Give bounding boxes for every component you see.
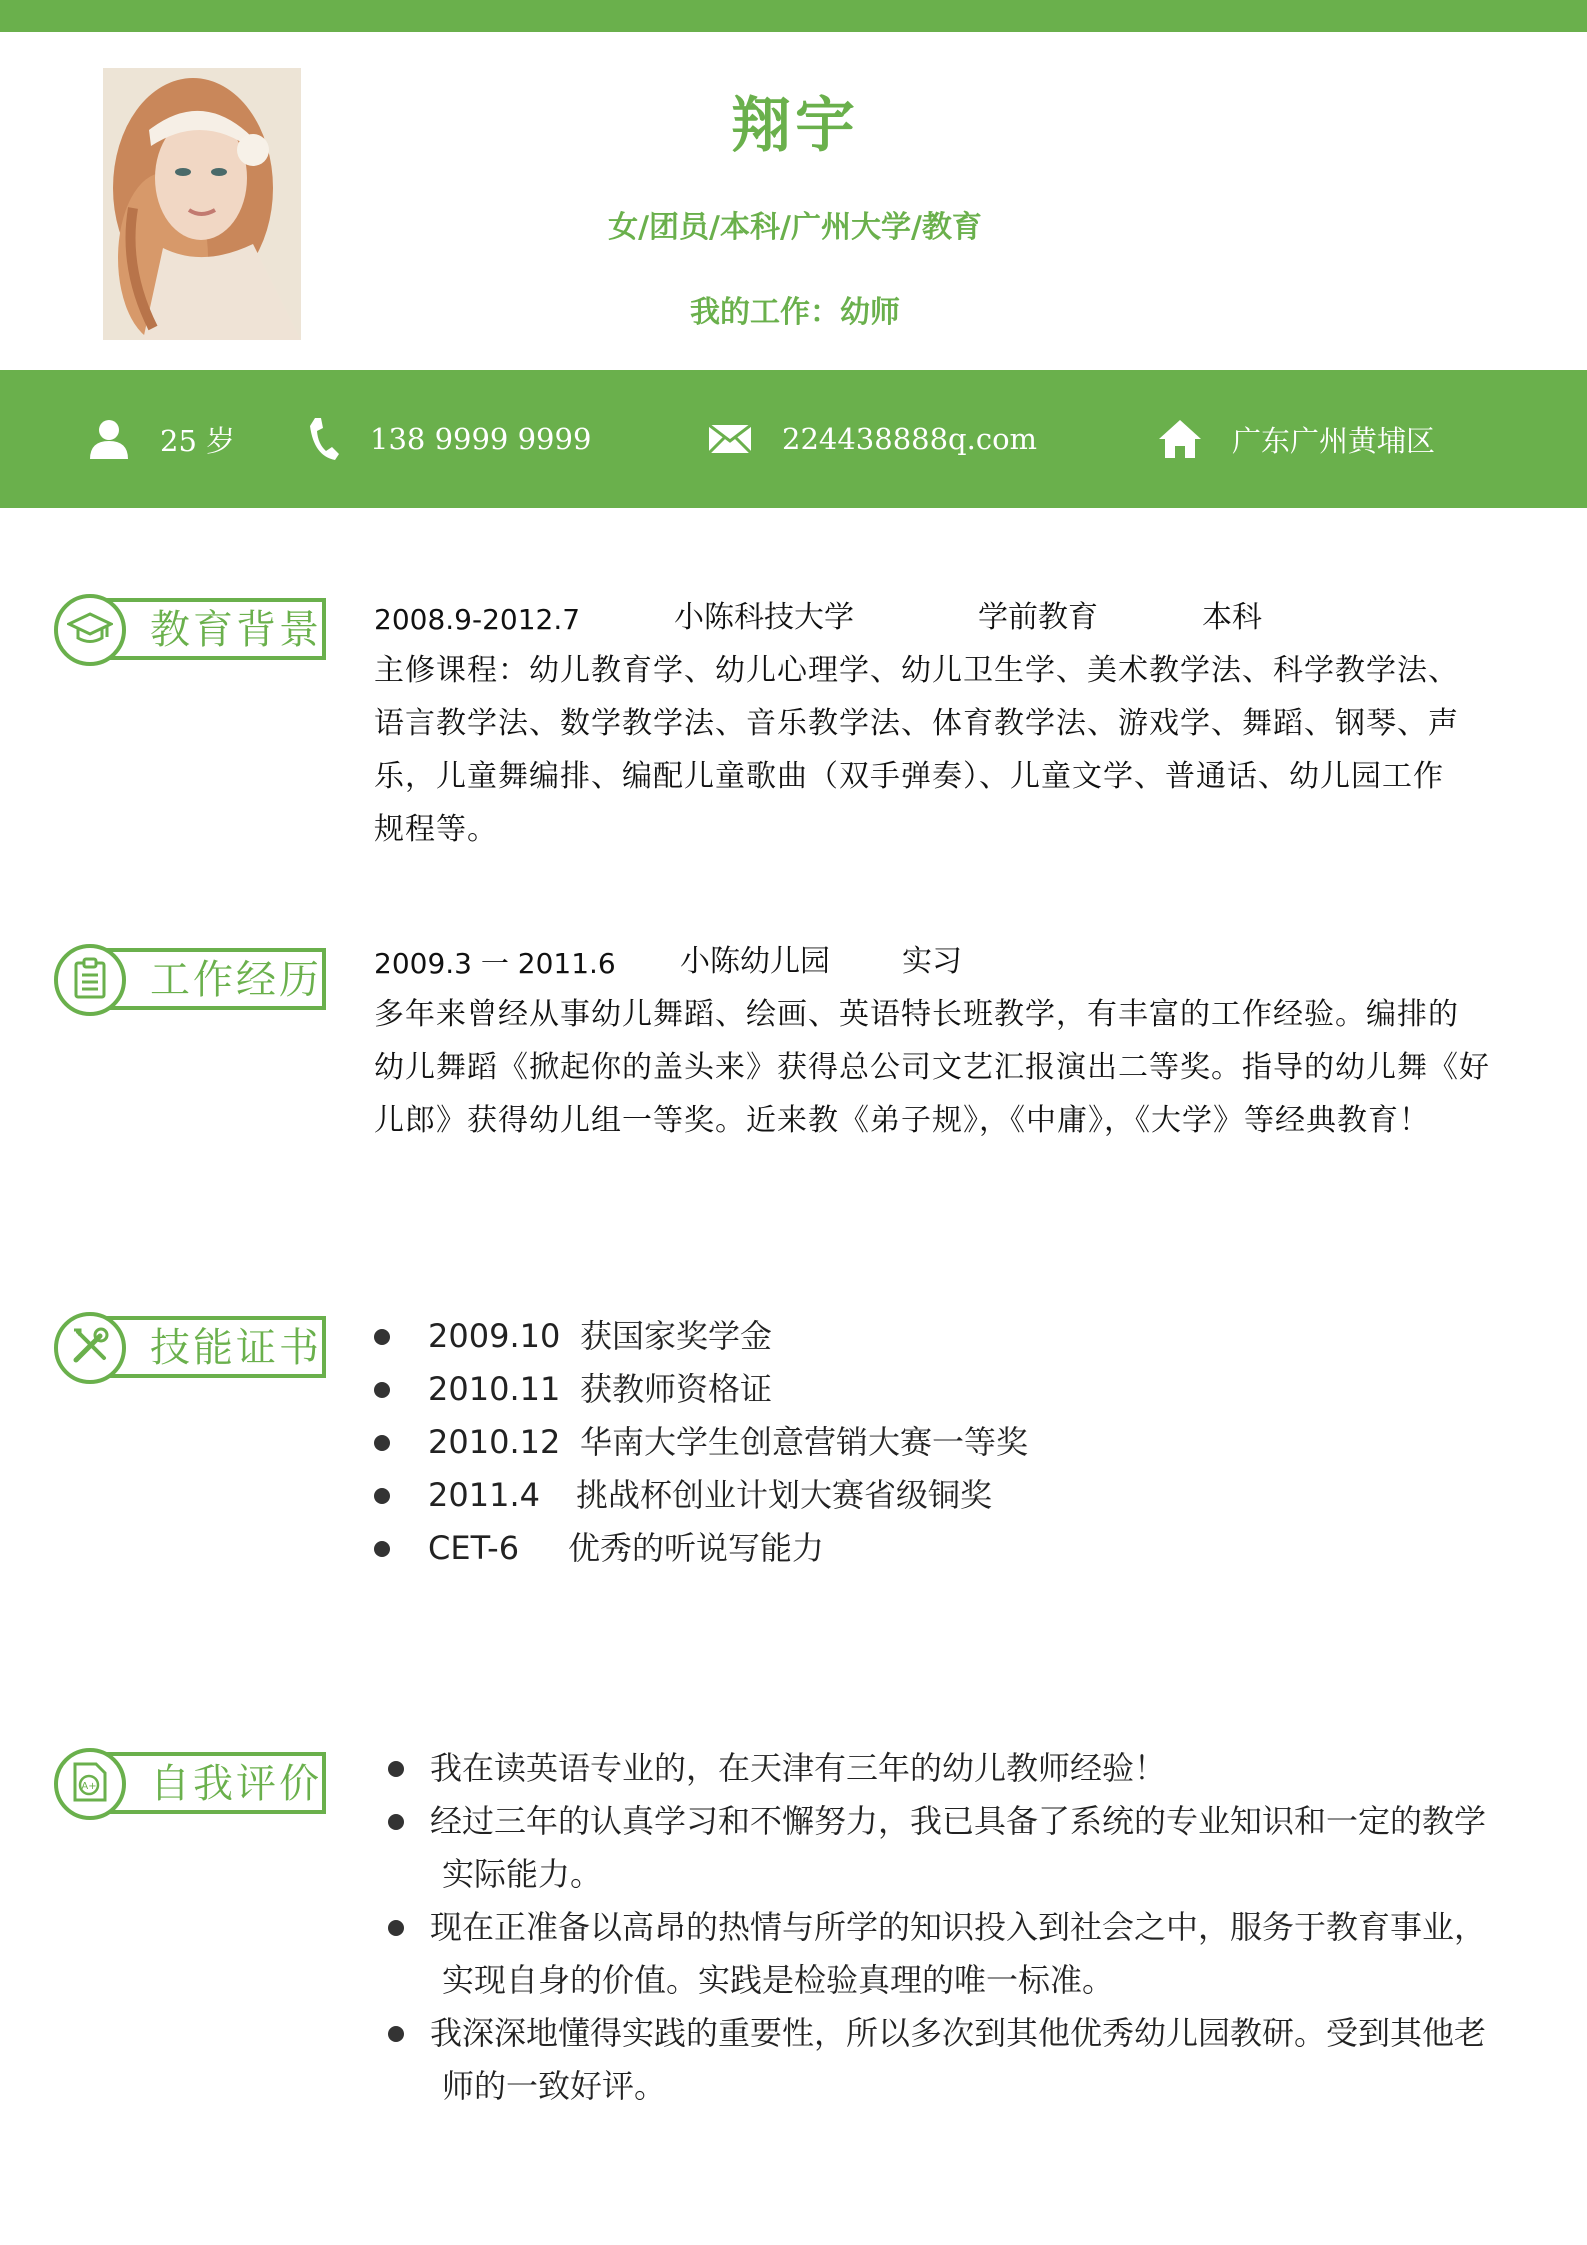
evaluation-text: 我在读英语专业的，在天津有三年的幼儿教师经验！ — [430, 1749, 1167, 1787]
phone-text: 138 9999 9999 — [370, 422, 592, 456]
evaluation-text: 经过三年的认真学习和不懈努力，我已具备了系统的专业知识和一定的教学 — [430, 1802, 1487, 1840]
section-skills-header — [54, 1312, 332, 1384]
bullet-icon — [374, 1541, 390, 1557]
person-icon — [88, 419, 130, 459]
work-role: 实习 — [902, 944, 962, 979]
work-line: 多年来曾经从事幼儿舞蹈、绘画、英语特长班教学，有丰富的工作经验。编排的 — [374, 997, 1459, 1032]
contact-age — [88, 370, 235, 508]
section-title: 技能证书 — [150, 1325, 322, 1371]
job-title: 我的工作：幼师 — [690, 295, 900, 330]
candidate-summary: 女/团员/本科/广州大学/教育 — [608, 210, 982, 245]
list-item — [372, 1469, 993, 1522]
skill-date: 2010.12 — [428, 1423, 561, 1461]
section-title: 自我评价 — [150, 1761, 322, 1807]
skill-text: 挑战杯创业计划大赛省级铜奖 — [576, 1476, 993, 1514]
evaluation-list — [384, 1742, 1514, 2113]
list-item — [384, 1795, 1514, 1901]
bullet-icon — [374, 1435, 390, 1451]
age-text: 25 岁 — [160, 423, 236, 458]
email-text: 224438888q.com — [782, 422, 1038, 456]
bullet-icon — [388, 1761, 404, 1777]
skill-text: 获国家奖学金 — [580, 1317, 773, 1355]
section-work-header — [54, 944, 332, 1016]
skill-date: 2011.4 — [428, 1476, 540, 1514]
tools-icon — [70, 1326, 110, 1370]
work-period: 2009.3 一 2011.6 — [374, 947, 616, 980]
contact-address — [1158, 370, 1435, 508]
evaluation-text: 现在正准备以高昂的热情与所学的知识投入到社会之中，服务于教育事业， — [430, 1908, 1487, 1946]
section-evaluation-header — [54, 1748, 332, 1820]
section-title: 教育背景 — [150, 607, 322, 653]
evaluation-text: 师的一致好评。 — [442, 2067, 667, 2105]
list-item — [372, 1310, 773, 1363]
list-item — [384, 2007, 1514, 2113]
list-item — [372, 1363, 773, 1416]
list-item — [384, 1901, 1514, 2007]
bullet-icon — [374, 1329, 390, 1345]
courses-line: 语言教学法、数学教学法、音乐教学法、体育教学法、游戏学、舞蹈、钢琴、声 — [374, 706, 1459, 741]
bullet-icon — [388, 1814, 404, 1830]
skill-date: CET-6 — [428, 1529, 520, 1567]
courses-line: 乐，儿童舞编排、编配儿童歌曲（双手弹奏）、儿童文学、普通话、幼儿园工作 — [374, 759, 1444, 794]
bullet-icon — [374, 1382, 390, 1398]
bullet-icon — [388, 2026, 404, 2042]
list-item — [372, 1416, 1029, 1469]
clipboard-icon — [73, 957, 107, 1003]
education-period: 2008.9-2012.7 — [374, 603, 581, 636]
education-courses — [374, 644, 1496, 856]
section-title: 工作经历 — [150, 957, 322, 1003]
work-description — [374, 988, 1496, 1147]
profile-photo — [103, 68, 301, 340]
work-line: 幼儿舞蹈《掀起你的盖头来》获得总公司文艺汇报演出二等奖。指导的幼儿舞《好 — [374, 1050, 1490, 1085]
skill-date: 2009.10 — [428, 1317, 561, 1355]
home-icon — [1158, 418, 1202, 460]
work-line: 儿郎》获得幼儿组一等奖。近来教《弟子规》，《中庸》，《大学》等经典教育！ — [374, 1103, 1430, 1138]
top-accent-stripe — [0, 0, 1587, 32]
document-grade-icon — [72, 1761, 108, 1807]
phone-icon — [306, 416, 340, 462]
bullet-icon — [388, 1920, 404, 1936]
courses-line: 规程等。 — [374, 812, 498, 847]
address-text: 广东广州黄埔区 — [1232, 423, 1436, 458]
skills-list — [372, 1310, 1029, 1575]
mail-icon — [708, 424, 752, 454]
evaluation-text: 实现自身的价值。实践是检验真理的唯一标准。 — [442, 1961, 1115, 1999]
svg-text:A+: A+ — [81, 1781, 97, 1792]
skill-date: 2010.11 — [428, 1370, 561, 1408]
list-item — [372, 1522, 825, 1575]
education-degree: 本科 — [1202, 600, 1262, 635]
education-major: 学前教育 — [978, 600, 1098, 635]
contact-phone — [306, 370, 591, 508]
bullet-icon — [374, 1488, 390, 1504]
courses-line: 主修课程：幼儿教育学、幼儿心理学、幼儿卫生学、美术教学法、科学教学法、 — [374, 653, 1459, 688]
evaluation-text: 我深深地懂得实践的重要性，所以多次到其他优秀幼儿园教研。受到其他老 — [430, 2014, 1487, 2052]
candidate-name: 翔宇 — [731, 91, 859, 161]
list-item — [384, 1742, 1514, 1795]
skill-text: 优秀的听说写能力 — [568, 1529, 825, 1567]
education-school: 小陈科技大学 — [674, 600, 854, 635]
section-education-header — [54, 594, 332, 666]
contact-email — [708, 370, 1037, 508]
skill-text: 华南大学生创意营销大赛一等奖 — [580, 1423, 1029, 1461]
contact-bar — [0, 370, 1587, 508]
evaluation-text: 实际能力。 — [442, 1855, 603, 1893]
graduation-cap-icon — [67, 611, 113, 649]
work-company: 小陈幼儿园 — [680, 944, 830, 979]
skill-text: 获教师资格证 — [580, 1370, 773, 1408]
